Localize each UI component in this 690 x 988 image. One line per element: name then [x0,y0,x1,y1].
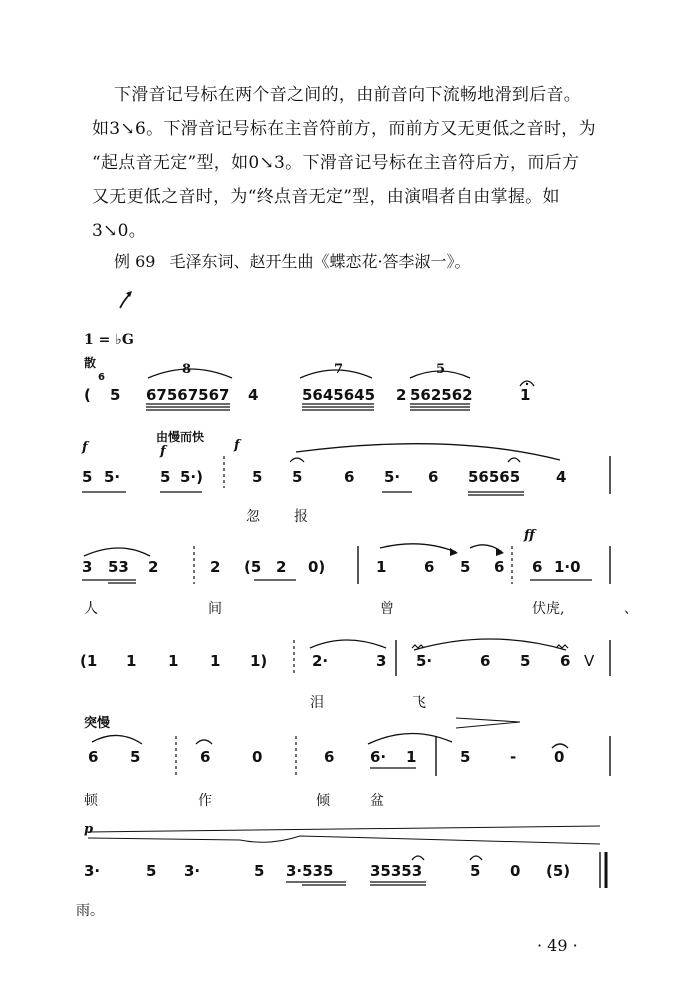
paragraph-line-5: 3↘0。 [92,221,147,241]
lyric: 作 [198,793,212,809]
lyric: 顿 [84,793,98,809]
key-signature: 1 = ♭G [84,332,134,348]
example-number: 例 69 [114,252,156,271]
tempo-free: 散 [84,356,97,370]
lyric: 盆 [370,793,384,809]
score-page: 下滑音记号标在两个音之间的，由前音向下流畅地滑到后音。 如3↘6。下滑音记号标在主音符前方，而前方又无更低之音时，为 “起点音无定”型，如0↘3。下滑音记号标在主音符后方，而后方 又无更低之音时，为“终点音无定”型，由演唱者自由掌握。如 3↘0。 例 69 毛泽东词、赵开生曲《蝶恋花·答李淑一》。 1 = ♭G 散 8 7 5 ( 6 5 67567567 4 5645645 2 562562 1 f 由慢而快 f f 5 5· 5 5·) 5 5 6 5· 6 56565 4 忽 报 ff 3 53 2 2 (5 2 0) 1 6 5 6 6 1·0 人 间 曾 伏虎, 、 (1 1 1 1 1) 2· 3 5· 6 5 6 V 泪 飞 突慢 6 5 6 0 6 6· 1 5 - 0 顿 作 倾 盆 p 3· 5 3· 5 3·535 35353 5 0 (5) 雨。 · 49 · [0,0,690,988]
lyric: 飞 [412,695,426,711]
dynamic-f-3: f [234,438,240,453]
lyric: 报 [294,509,308,525]
paragraph-line-2: 如3↘6。下滑音记号标在主音符前方，而前方又无更低之音时，为 [92,119,596,139]
paragraph-line-3: “起点音无定”型，如0↘3。下滑音记号标在主音符后方，而后方 [92,153,580,173]
dynamic-f-2: f [160,444,166,459]
lyric: 、 [624,601,638,617]
lyric: 伏虎, [532,601,565,617]
example-credits: 毛泽东词、赵开生曲《蝶恋花·答李淑一》。 [169,252,471,271]
lyric: 人 [84,601,98,617]
tempo-change: 由慢而快 [156,430,205,444]
dynamic-p: p [84,822,94,837]
lyric: 曾 [380,601,394,617]
tuplet-5: 5 [436,362,446,377]
paragraph-line-4: 又无更低之音时，为“终点音无定”型，由演唱者自由掌握。如 [92,187,560,207]
lyric: 忽 [246,509,260,525]
lyric: 泪 [310,695,324,711]
page-number: · 49 · [537,936,578,955]
lyric: 倾 [316,793,330,809]
lyric: 雨。 [76,903,104,919]
paragraph-line-1: 下滑音记号标在两个音之间的，由前音向下流畅地滑到后音。 [114,85,582,105]
tuplet-7: 7 [334,362,344,377]
lyric: 间 [208,601,222,617]
tuplet-8: 8 [182,362,192,377]
tempo-sudden-slow: 突慢 [84,716,111,731]
dynamic-ff: ff [524,528,535,543]
dynamic-f-1: f [82,440,88,455]
